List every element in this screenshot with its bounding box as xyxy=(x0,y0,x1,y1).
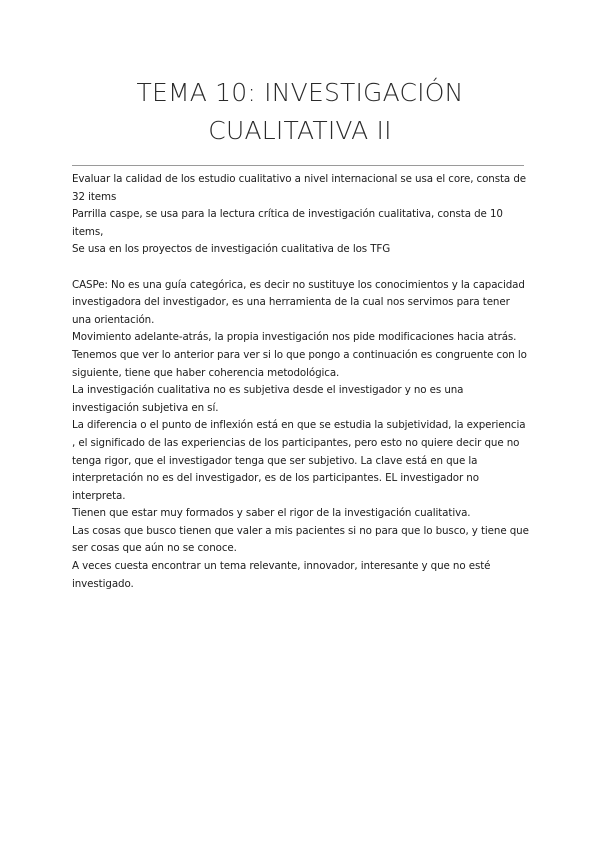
paragraph: Se usa en los proyectos de investigación cualitativa de los TFG xyxy=(72,243,391,256)
paragraph: La diferencia o el punto de inflexión está en que se estudia la subjetividad, la experiencia , el significado de las experiencias de los participantes, pero esto no quiere decir que no tenga rigor, que el investigador tenga que ser subjetivo. La clave está en que la interpretación no es del investigador, es de los participantes. EL investigador no interpreta. xyxy=(72,419,526,502)
paragraph: Evaluar la calidad de los estudio cualitativo a nivel internacional se usa el core, consta de 32 items xyxy=(72,173,526,203)
paragraph-spacer xyxy=(72,259,530,277)
paragraph: Movimiento adelante-atrás, la propia investigación nos pide modificaciones hacia atrás. xyxy=(72,331,517,344)
document-body xyxy=(72,171,530,593)
paragraph: Las cosas que busco tienen que valer a mis pacientes si no para que lo busco, y tiene que ser cosas que aún no se conoce. xyxy=(72,524,529,555)
paragraph: Parrilla caspe, se usa para la lectura crítica de investigación cualitativa, consta de 10 items, xyxy=(72,208,503,238)
title-line-1: TEMA 10: INVESTIGACIÓN xyxy=(136,78,464,107)
paragraph: Tienen que estar muy formados y saber el rigor de la investigación cualitativa. xyxy=(72,507,471,520)
page-title xyxy=(60,74,540,150)
title-line-2: CUALITATIVA II xyxy=(208,116,392,145)
paragraph: A veces cuesta encontrar un tema relevante, innovador, interesante y que no esté investigado. xyxy=(72,560,491,590)
paragraph: La investigación cualitativa no es subjetiva desde el investigador y no es una investigación subjetiva en sí. xyxy=(72,384,464,414)
paragraph: CASPe: No es una guía categórica, es decir no sustituye los conocimientos y la capacidad investigadora del investigador, es una herramienta de la cual nos servimos para tener una orientación. xyxy=(72,278,525,326)
title-divider xyxy=(72,165,524,166)
paragraph: Tenemos que ver lo anterior para ver si lo que pongo a continuación es congruente con lo siguiente, tiene que haber coherencia metodológica. xyxy=(72,348,527,379)
